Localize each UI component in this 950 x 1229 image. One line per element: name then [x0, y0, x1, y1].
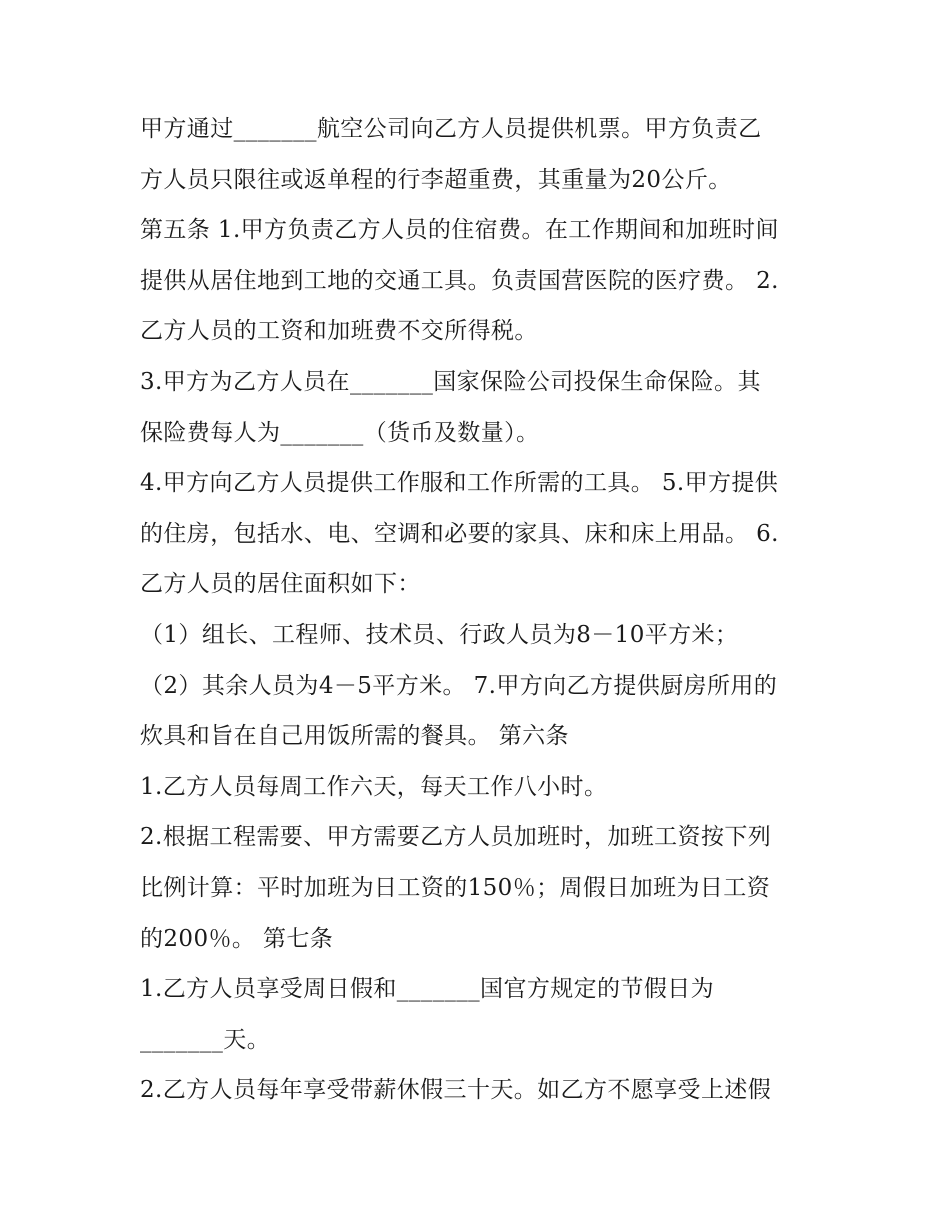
text-line: 的住房，包括水、电、空调和必要的家具、床和床上用品。 6.	[140, 520, 779, 547]
document-body	[140, 104, 820, 1116]
text-line: 提供从居住地到工地的交通工具。负责国营医院的医疗费。 2.	[140, 267, 779, 294]
text-line: 甲方通过_______航空公司向乙方人员提供机票。甲方负责乙	[140, 116, 762, 142]
text-line: 乙方人员的工资和加班费不交所得税。	[140, 318, 538, 345]
text-line: 1.乙方人员享受周日假和_______国官方规定的节假日为	[140, 976, 715, 1003]
text-line: 方人员只限往或返单程的行李超重费，其重量为20公斤。	[140, 166, 732, 193]
text-line: 炊具和旨在自己用饭所需的餐具。 第六条	[140, 723, 569, 750]
text-line: （1）组长、工程师、技术员、行政人员为8－10平方米；	[140, 621, 739, 648]
text-line: 比例计算：平时加班为日工资的150％；周假日加班为日工资	[140, 874, 771, 901]
text-line: 保险费每人为_______（货币及数量）。	[140, 419, 540, 446]
text-line: 1.乙方人员每周工作六天，每天工作八小时。	[140, 773, 608, 800]
text-line: 3.甲方为乙方人员在_______国家保险公司投保生命保险。其	[140, 368, 761, 395]
text-line: 第五条 1.甲方负责乙方人员的住宿费。在工作期间和加班时间	[140, 217, 779, 244]
text-line: （2）其余人员为4－5平方米。 7.甲方向乙方提供厨房所用的	[140, 672, 778, 699]
text-line: _______天。	[140, 1026, 271, 1053]
text-line: 的200％。 第七条	[140, 925, 334, 952]
text-line: 2.根据工程需要、甲方需要乙方人员加班时，加班工资按下列	[140, 824, 772, 851]
text-line: 乙方人员的居住面积如下：	[140, 571, 421, 598]
text-line: 4.甲方向乙方人员提供工作服和工作所需的工具。 5.甲方提供	[140, 470, 779, 497]
text-line: 2.乙方人员每年享受带薪休假三十天。如乙方不愿享受上述假	[140, 1077, 772, 1104]
